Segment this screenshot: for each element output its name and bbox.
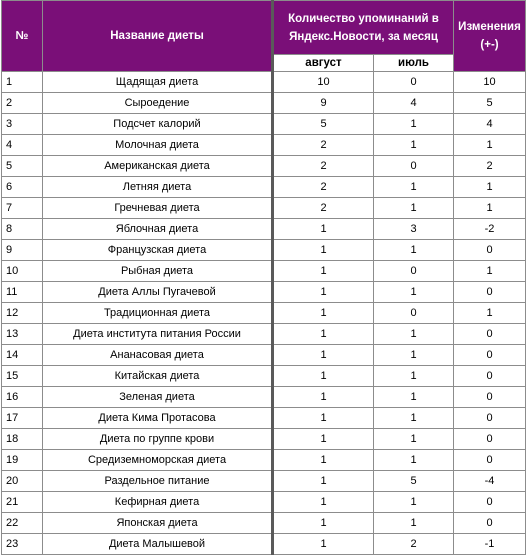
change-cell: -2 [454, 219, 526, 240]
row-number-cell: 20 [2, 471, 43, 492]
row-number-cell: 21 [2, 492, 43, 513]
change-cell: 0 [454, 429, 526, 450]
table-row [2, 177, 526, 198]
diet-name-cell: Средиземноморская диета [43, 450, 273, 471]
diet-name-cell: Японская диета [43, 513, 273, 534]
diet-name-cell: Щадящая диета [43, 72, 273, 93]
diet-name-cell: Ананасовая диета [43, 345, 273, 366]
row-number-cell: 22 [2, 513, 43, 534]
july-count-cell: 1 [374, 114, 454, 135]
diet-mentions-table [1, 0, 526, 555]
july-count-cell: 1 [374, 345, 454, 366]
july-count-cell: 1 [374, 492, 454, 513]
table-row [2, 135, 526, 156]
august-count-cell: 1 [273, 387, 374, 408]
diet-name-cell: Диета института питания России [43, 324, 273, 345]
change-cell: 0 [454, 387, 526, 408]
change-cell: 5 [454, 93, 526, 114]
table-row [2, 513, 526, 534]
diet-name-cell: Традиционная диета [43, 303, 273, 324]
diet-name-cell: Кефирная диета [43, 492, 273, 513]
table-row [2, 72, 526, 93]
row-number-cell: 12 [2, 303, 43, 324]
change-cell: 0 [454, 324, 526, 345]
table-row [2, 387, 526, 408]
august-count-cell: 9 [273, 93, 374, 114]
row-number-cell: 9 [2, 240, 43, 261]
august-count-cell: 1 [273, 471, 374, 492]
august-count-cell: 1 [273, 513, 374, 534]
diet-name-cell: Яблочная диета [43, 219, 273, 240]
change-cell: 0 [454, 240, 526, 261]
diet-name-cell: Диета по группе крови [43, 429, 273, 450]
july-count-cell: 3 [374, 219, 454, 240]
diet-name-cell: Диета Малышевой [43, 534, 273, 555]
july-count-cell: 1 [374, 177, 454, 198]
july-count-cell: 1 [374, 408, 454, 429]
change-cell: 0 [454, 282, 526, 303]
change-cell: 1 [454, 135, 526, 156]
row-number-cell: 19 [2, 450, 43, 471]
july-count-cell: 5 [374, 471, 454, 492]
table-row [2, 450, 526, 471]
change-cell: -1 [454, 534, 526, 555]
change-cell: 1 [454, 303, 526, 324]
diet-name-cell: Французская диета [43, 240, 273, 261]
row-number-cell: 7 [2, 198, 43, 219]
july-count-cell: 1 [374, 429, 454, 450]
july-count-cell: 1 [374, 198, 454, 219]
column-header-july: июль [374, 55, 454, 72]
diet-name-cell: Гречневая диета [43, 198, 273, 219]
row-number-cell: 4 [2, 135, 43, 156]
diet-name-cell: Китайская диета [43, 366, 273, 387]
row-number-cell: 2 [2, 93, 43, 114]
column-header-number: № [2, 1, 43, 72]
august-count-cell: 1 [273, 534, 374, 555]
july-count-cell: 1 [374, 366, 454, 387]
column-header-mentions: Количество упоминаний в Яндекс.Новости, за месяц [273, 1, 454, 55]
july-count-cell: 1 [374, 240, 454, 261]
diet-name-cell: Подсчет калорий [43, 114, 273, 135]
table-row [2, 429, 526, 450]
table-row [2, 219, 526, 240]
july-count-cell: 0 [374, 261, 454, 282]
august-count-cell: 10 [273, 72, 374, 93]
row-number-cell: 10 [2, 261, 43, 282]
august-count-cell: 1 [273, 219, 374, 240]
row-number-cell: 8 [2, 219, 43, 240]
table-row [2, 198, 526, 219]
august-count-cell: 1 [273, 450, 374, 471]
diet-name-cell: Молочная диета [43, 135, 273, 156]
change-cell: 1 [454, 177, 526, 198]
august-count-cell: 1 [273, 261, 374, 282]
row-number-cell: 5 [2, 156, 43, 177]
row-number-cell: 15 [2, 366, 43, 387]
row-number-cell: 3 [2, 114, 43, 135]
row-number-cell: 17 [2, 408, 43, 429]
august-count-cell: 2 [273, 156, 374, 177]
august-count-cell: 1 [273, 345, 374, 366]
table-body [2, 72, 526, 555]
change-cell: 2 [454, 156, 526, 177]
august-count-cell: 1 [273, 240, 374, 261]
july-count-cell: 1 [374, 450, 454, 471]
diet-name-cell: Летняя диета [43, 177, 273, 198]
row-number-cell: 1 [2, 72, 43, 93]
diet-name-cell: Зеленая диета [43, 387, 273, 408]
table-row [2, 471, 526, 492]
august-count-cell: 1 [273, 408, 374, 429]
table-row [2, 93, 526, 114]
diet-name-cell: Диета Аллы Пугачевой [43, 282, 273, 303]
august-count-cell: 1 [273, 366, 374, 387]
table-row [2, 282, 526, 303]
table-row [2, 324, 526, 345]
august-count-cell: 5 [273, 114, 374, 135]
table-row [2, 303, 526, 324]
table-row [2, 492, 526, 513]
change-cell: 0 [454, 366, 526, 387]
row-number-cell: 6 [2, 177, 43, 198]
diet-name-cell: Рыбная диета [43, 261, 273, 282]
table-row [2, 114, 526, 135]
july-count-cell: 0 [374, 72, 454, 93]
august-count-cell: 2 [273, 198, 374, 219]
row-number-cell: 23 [2, 534, 43, 555]
august-count-cell: 1 [273, 492, 374, 513]
table-row [2, 408, 526, 429]
change-cell: 1 [454, 261, 526, 282]
july-count-cell: 2 [374, 534, 454, 555]
change-cell: -4 [454, 471, 526, 492]
row-number-cell: 11 [2, 282, 43, 303]
diet-name-cell: Диета Кима Протасова [43, 408, 273, 429]
table-row [2, 366, 526, 387]
change-cell: 0 [454, 450, 526, 471]
table-row [2, 261, 526, 282]
table-row [2, 156, 526, 177]
august-count-cell: 1 [273, 282, 374, 303]
august-count-cell: 1 [273, 303, 374, 324]
august-count-cell: 1 [273, 324, 374, 345]
column-header-august: август [273, 55, 374, 72]
row-number-cell: 18 [2, 429, 43, 450]
july-count-cell: 1 [374, 282, 454, 303]
change-cell: 0 [454, 492, 526, 513]
july-count-cell: 1 [374, 135, 454, 156]
july-count-cell: 1 [374, 513, 454, 534]
august-count-cell: 2 [273, 177, 374, 198]
change-cell: 0 [454, 408, 526, 429]
column-header-diet-name: Название диеты [43, 1, 273, 72]
diet-name-cell: Раздельное питание [43, 471, 273, 492]
change-cell: 1 [454, 198, 526, 219]
change-cell: 4 [454, 114, 526, 135]
row-number-cell: 14 [2, 345, 43, 366]
august-count-cell: 2 [273, 135, 374, 156]
july-count-cell: 1 [374, 324, 454, 345]
july-count-cell: 0 [374, 156, 454, 177]
column-header-change: Изменения (+-) [454, 1, 526, 72]
table-row [2, 240, 526, 261]
table-row [2, 345, 526, 366]
row-number-cell: 16 [2, 387, 43, 408]
diet-name-cell: Американская диета [43, 156, 273, 177]
july-count-cell: 4 [374, 93, 454, 114]
july-count-cell: 1 [374, 387, 454, 408]
july-count-cell: 0 [374, 303, 454, 324]
row-number-cell: 13 [2, 324, 43, 345]
august-count-cell: 1 [273, 429, 374, 450]
table-row [2, 534, 526, 555]
change-cell: 10 [454, 72, 526, 93]
diet-name-cell: Сыроедение [43, 93, 273, 114]
change-cell: 0 [454, 345, 526, 366]
change-cell: 0 [454, 513, 526, 534]
